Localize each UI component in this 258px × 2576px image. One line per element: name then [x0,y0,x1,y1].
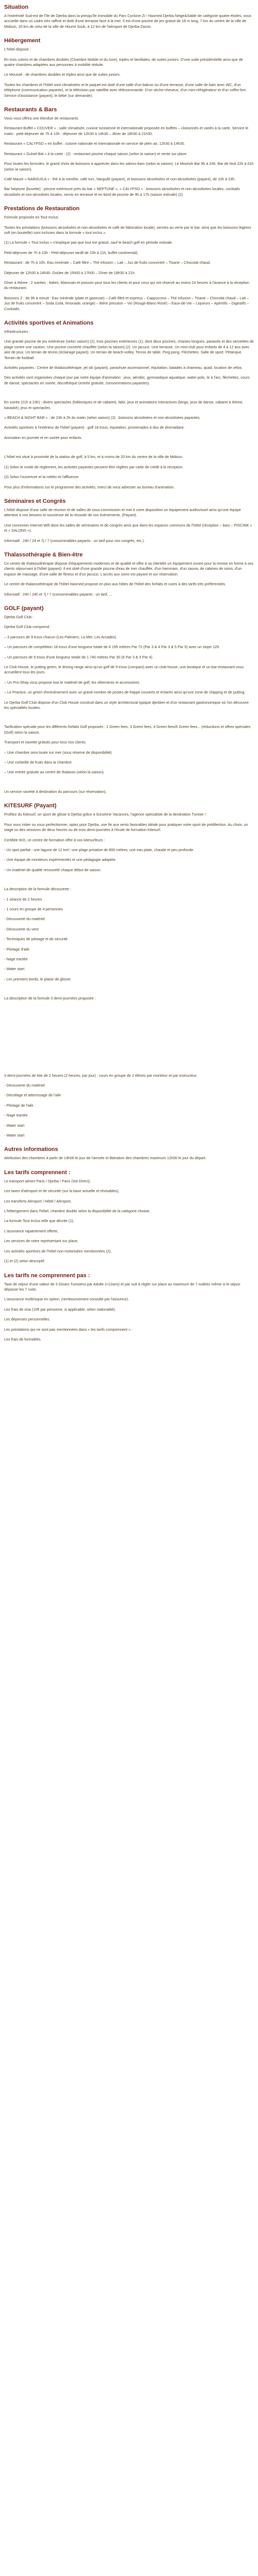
kitesurf-text: Certifiée IKO, ce centre de formation offre à vos kitesurfeurs : [4,837,105,842]
tarifs-ne-comprennent-pas-text: Les dépenses personnelles. [4,1317,51,1322]
section-title-tarifs-comprennent: Les tarifs comprennent : [4,1169,71,1176]
restaurants-text: Café Maure « NARGUILA » : thé à la menthe, café turc, Narguilé (payant), et boissons alcoolisées et non-alcoolisées (payant), de 10h à 23h. [4,176,236,181]
restaurants-text: Restaurant Buffet « COUVER » : salle climatisée, cuisine tunisienne et internationale proposée en buffets – cloisonnés et variés à la carte. Service le matin : petit-déjeuner de 7h à 10h - déjeuner de 12h30 à 14h30 – dîner de 18h30 à 21h30. [4,126,249,136]
kite-demi-journees-text: 3 demi-journées de kite de 2 heures (2 heures, par jour) : cours en groupe de 2 élèves par moniteur et par instructeur. [4,1073,198,1078]
restaurants-text: Restaurant « Gulsel-Bal » à la carte : (2) - restaurant piscine chaque saison (selon la saison) et vente sur place. [4,151,188,156]
section-title-hebergement: Hébergement [4,38,41,44]
thalasso-text: Le centre de thalassothérapie de l'hôtel Hasmed propose en plus aux hôtes de l'hôtel des forfaits et cures à des tarifs très préférentiels. [4,582,227,587]
section-title-thalasso: Thalassothérapie & Bien-être [4,551,83,558]
tarifs-ne-comprennent-pas-text: Les frais de formalités. [4,1336,42,1342]
golf-text: – 3 parcours de 9 trous chacun (Les Palmiers, La Mer, Les Arcades) [4,634,116,639]
spacer [4,715,254,724]
kite-decouverte-text: - Techniques de pilotage et de sécurité [4,937,68,942]
hebergement-text: Toutes les chambres et l'hôtel sont climatisées et le paquet est doté d'une salle d'un balcon ou d'une terrasse, d'une salle de bain avec WC, d'un téléphone (communication payante), et la télévision par satellite avec télécommande. D'un sèche-cheveux, d'un mini-réfrigérateur et d'un coffre-fort. Service d'assistance (payant), le bébé (sur demande). [4,82,247,98]
kite-demi-journees-text: - Décollage et atterrissage de l'aile [4,1093,61,1098]
prestations-text: Toutes les prestations (boissons alcoolisées et non-alcoolisées et café de fabrication locale), servies au verre par le bar, ainsi que les boissons légères soft (en bouteille) sont incluses dans la formule « tout inclus ». [4,225,251,235]
tarifs-comprennent-text: L'assurance rapatriement offerte, [4,1228,59,1233]
golf-tarifs-text: Tarification spéciale pour les différents forfaits Golf proposés : 2 Green fees, 3 Green fees, 4 Green fees/5 Green fees... (réductions et offres spéciales (Golf) selon la saison. [4,724,251,735]
tarifs-ne-comprennent-pas-text: Les prestations qui ne sont pas mentionnées dans « les tarifs comprennent ». [4,1327,132,1332]
section-title-kitesurf: KITESURF (Payant) [4,803,57,809]
hebergement-text: Le Moussé : de chambres doubles et triples ainsi que de suites juniors. [4,72,121,77]
tarifs-comprennent-text: (1) et (2) selon descriptif. [4,1259,45,1264]
spacer [4,987,254,996]
kitesurf-text: Pour vous initier ou vous perfectionner, optez pour Djerba, une île aux vents favorables idéale pour pratiquer votre sport de prédilection. Au choix, un stage ou des sessions de deux heures ou de trois demi-journées à l'école de formation Kitesurf. [4,822,248,833]
spacer [4,445,254,454]
restaurants-text: Bar Neptune (buvette) : piscine extérieure près du bar « NEPTUNE », « CALYPSO » : boissons alcoolisées et non-alcoolisées locales, cocktails alcoolisés et non-alcoolisés locales, servis en terrasse et en bord de piscine de 9h à 17h (saison estivale) (2). [4,187,240,197]
tarifs-ne-comprennent-pas-text: L'assurance multirisque en option, (remboursement consulté par l'assureur). [4,1297,130,1302]
soiree-text: Animation en journée et en soirée pour enfants. [4,435,83,440]
info-text: L'hôtel est situé à proximité de la station de golf, à 5 km, et à moins de 20 km du centre de la ville de Midoun. [4,454,183,460]
golf-tarifs-text: – Une chambre sera louée sur mer (sous réserve de disponibilité) [4,750,112,755]
golf-text: Djerba Golf Club : [4,614,34,619]
spacer [4,391,254,400]
tarifs-comprennent-text: Les services de notre représentant sur place, [4,1239,78,1244]
kite-decouverte-text: - Découverte du matériel [4,917,45,922]
soiree-text: Activités sportives à l'extérieur de l'hôtel (payant) : golf 18 trous, équitation, promenades à dos de dromadaire. [4,425,185,430]
section-title-seminaires: Séminaires et Congrès [4,498,66,504]
info-text: (2) Selon l'ouverture et la météo et l'affluence. [4,474,80,480]
prestations-text: Dîner à thème : 2 soirées : italien, Marocain et poisson pour tous les clients et pour ceux qui ont réservé au moins 24 heures à l'avance à la réception du restaurant. [4,280,249,291]
golf-tarifs-text: Transport et navette gratuits pour tous nos clients. [4,740,87,745]
golf-tarifs-text: – Une entrée gratuite au centre de thalasso (selon la saison). [4,770,105,775]
kite-demi-journees-text: - Pilotage de l'aile [4,1103,34,1108]
kite-formule-text: La description de la formule 3 demi-journées proposée : [4,996,96,1001]
spacer [4,1006,254,1073]
hebergement-text: L'hôtel dispose : [4,47,31,52]
hebergement-text: En trois coloris et de chambres doubles (Chambre Mobile et du lune), triples et familiales, de suites juniors. D'une suite présidentielle ainsi que de quatre chambres adaptées aux personnes à mobilité réduite. [4,57,243,67]
seminaires-text: L'hôtel dispose d'une salle de réunion et de salles de sous-commission et met à votre disposition un équipement audiovisuel ainsi qu'une équipe attentive à vos besoins et soucieuse de la réussite de vos évènements. (Payant). [4,507,241,518]
tarifs-comprennent-text: Les transferts Aéroport / Hôtel / Aéroport, [4,1198,72,1204]
spacer [4,877,254,887]
kite-decouverte-text: - Nage tractée [4,956,28,961]
activites-text: Une grande piscine de jeu extérieure (selon saison) (2), trois piscines extérieures (1), dont deux piscines, chaises-longues, parasols et des serviettes de plage contre une caution. Une piscine couverte chauffée (selon la saison) (2). Un jacuzzi. Une terrasse. Un mini-club pour enfants de 4 à 12 ans avec aire de jeux. Un terrain de tennis (éclairage payant). Un terrain de beach-volley. Tennis de table. Ping-pong. Fléchettes. Salle de sport. Pétanque. Terrain de football. [4,339,254,360]
section-title-tarifs-ne-comprennent-pas: Les tarifs ne comprennent pas : [4,1272,90,1279]
tarifs-comprennent-text: Les activités sportives de l'hôtel non-motorisées mentionnées (2), [4,1248,112,1253]
restaurants-text: Pour toutes les formules, le grand choix de boissons à apprécier dans les salons-bars (selon la saison). Le Moorish Bar 9h à 24h, Bar de Nuit 22h à 01h (selon la saison). [4,161,254,172]
kitesurf-text: - Un matériel de qualité renouvelé chaque début de saison. [4,867,102,872]
prestations-text: (1) La formule « Tout Inclus » n'implique pas que tout est gratuit, sauf le beach golf en période estivale. [4,240,173,245]
section-title-golf: GOLF (payant) [4,605,44,612]
activites-text: Des activités sont organisées chaque jour par notre équipe d'animation : jeux, aérobic, gymnastique aquatique, water-polo, tir à l'arc, fléchettes, cours de danse, spectacles en soirée, discothèque (entrée gratuite, consommations payantes). [4,375,250,385]
activites-text: Activités payantes : Centre de thalassothérapie, jet ski (payant), parachute ascensionnel, équitation, balades à chameau, quad, location de vélos. [4,365,243,370]
kite-decouverte-text: - Water start [4,967,25,972]
info-text: (1) Selon le mode de règlement, les activités payantes peuvent être réglées par carte de crédit à la réception. [4,464,184,469]
kite-decouverte-text: - 1 séance de 2 heures [4,896,42,902]
prestations-text: Boissons Z : de 9h à minuit : Eau minérale (plate et gazeuse) – Café filtré et express – Cappuccino – Thé infusion – Tisane – Chocolat chaud – Lait – Jus de fruits concentré – Soda (cola, limonade, orange) – Bière pression – Vin (Rouge-Blanc-Rosé) – Eaux-de-Vie – Liqueurs – Apéritifs – Digestifs – Cocktails. [4,295,249,311]
soiree-text: « BEACH & NIGHT BAR » : de 23h à 2h du matin (selon saison) (2) : boissons alcoolisées et non-alcoolisées payantes. [4,415,201,420]
kite-decouverte-text: - 1 cours en groupe de 4 personnes [4,906,63,911]
tarifs-comprennent-text: La formule Tout Inclus telle que décrite (1), [4,1218,74,1224]
soiree-text: En soirée (21h à 23h) : divers spectacles (folkloriques et de cabaret), fakir, jeux et animations interactives (bingo, jeux de danse, cabaret à thème, karaoké), jeux et spectacles. [4,400,244,410]
kite-decouverte-text: - Les premiers bords, le plaisir de glisser. [4,976,72,981]
prestations-text: Déjeuner de 12h30 à 14h30. Goûter de 15h00 à 17h00 – Dîner de 18h30 à 21h. [4,270,136,275]
kitesurf-text: - Un spot parfait : une lagune de 12 km², une plage privative de 800 mètres, une eau plate, chaude et peu profonde. [4,847,195,852]
seminaires-text: Une connexion Internet Wifi dans les salles de séminaires et de congrès ainsi que dans les espaces communs de l'hôtel (réception – bars – PISCINE « et » SALONS »). [4,522,252,533]
tarifs-comprennent-text: Le transport aérien Paris / Djerba / Paris (Vol Direct), [4,1178,91,1183]
info-text: Pour plus d'informations sur le programme des activités, merci de vous adresser au bureau d'animation. [4,484,175,489]
thalasso-text: Informatif : 24h / 24h et 7j / 7 (consommables payants : un tarif, ... [4,591,112,597]
kite-decouverte-text: - Découverte du vent [4,926,39,931]
golf-text: Le Djerba Golf Club dispose d'un Club House construit dans un style architectural typique djerbien et d'un restaurant gastronomique où l'on découvre les spécialités locales. [4,700,249,710]
autres-informations-text: Attribution des chambres à partir de 14h00 le jour de l'arrivée et libération des chambres maximum 12h00 le jour du départ. [4,1156,206,1161]
golf-navette-text: Un service navette à destination du parcours (sur réservation). [4,789,107,794]
section-title-activites: Activités sportives et Animations [4,320,94,326]
section-title-prestations: Prestations de Restauration [4,206,80,212]
seminaires-text: Informatif : 24h / 24 et 7j / 7 (consommables payants : un tarif pour vos congrès, etc.). [4,538,145,543]
kite-decouverte-text: La description de la formule découverte : [4,887,71,892]
golf-text: Djerba Golf Club comprend : [4,624,52,630]
prestations-text: Petit-déjeuner de 7h à 10h - Petit-déjeuner tardif de 10h à 11h, buffet continental). [4,250,139,255]
tarifs-ne-comprennent-pas-text: Taxe de séjour d'une valeur de 3 Dinars Tunisiens par Adulte (+12ans) et par nuit à régler sur place au maximum de 7 nuitées même si le séjour dépasse les 7 nuits. [4,1281,240,1292]
kite-demi-journees-text: - Nage tractée [4,1113,28,1118]
kite-demi-journees-text: - Water start [4,1123,25,1128]
activites-text: Infrastructures : [4,329,30,334]
tarifs-comprennent-text: Les taxes d'aéroport et de sécurité (sur la base actuelle et révisables), [4,1189,120,1194]
restaurants-text: Restaurant « CALYPSO » en buffet : cuisine nationale et internationale en service de plein air, 12h30 à 14h30. [4,141,185,146]
golf-text: – Un parcours de 9 trous d'une longueur totale de 1 740 mètres Par 30 (6 Par 3 & 3 Par 4). [4,654,154,659]
prestations-text: Restaurant : de 7h à 10h. Eau minérale – Café filtre – Thé infusion – Lait – Jus de fruits concentré – Tisane – Chocolat chaud. [4,260,211,265]
kitesurf-text: Profitez du Kitesurf, un sport de glisse à Djerba grâce à Sunshine Vacances, l'agence spécialiste de la destination Tunisie ! [4,812,206,817]
golf-text: – Un parcours de compétition 18 trous d'une longueur totale de 6 195 mètres Par 72 (Par 3 & 4 Par 3 & 5 Par 5) avec un slope 129. [4,645,220,650]
section-title-situation: Situation [4,4,29,10]
golf-text: – Un Pro-Shop vous propose tout le matériel de golf, les vêtements et accessoires. [4,680,140,685]
situation-text: A l'extrémité Sud-est de l'île de Djerba dans la presqu'île immobile du Parc Cyclone Zi ! Hasmed Djerba Neige&Sable de catégorie quatre étoiles, vous accueille dans un cadre très raffiné et doté d'une terrasse face à la mer. Il est d'une piscine de jeu gratuit de 18 m long, 7 km du centre de la ville de Midoun, 20 km de celui de la ville de Houmt Souk, à 12 km de l'aéroport de Djerba-Zarzis. [4,13,251,29]
restaurants-text: Vous vous offrira une étendue de restaurants. [4,116,79,121]
thalasso-text: Ce centre de thalassothérapie dispose d'équipements modernes et de qualité et offre à sa clientèle un équipement ouvert pour la remise en forme à ses clients séjournant à l'hôtel (payant). Il est doté d'une grande piscine d'eau de mer chauffée, d'un hammam, d'un sauna, de cabines de soins, d'un espace de massage, d'une salle de fitness et d'un jacuzzi. L'accès aux soins est payant et sur réservation. [4,561,254,577]
golf-text: – Le Practice, un green d'entraînement avec un grand nombre de postes de frappe couverts et éclairés ainsi qu'une zone de chipping et de putting. [4,690,246,695]
section-title-restaurants: Restaurants & Bars [4,107,57,113]
spacer [4,780,254,789]
kite-decouverte-text: - Pilotage d'aile [4,946,29,952]
kitesurf-text: - Une équipe de moniteurs expérimentés et une pédagogie adaptée. [4,857,117,862]
kite-demi-journees-text: - Water start [4,1133,25,1138]
golf-tarifs-text: – Une corbeille de fruits dans la chambre. [4,760,73,765]
kite-demi-journees-text: - Découverte du matériel [4,1083,45,1088]
tarifs-comprennent-text: L'hébergement dans l'hôtel, chambre double selon la disponibilité de la catégorie choisie, [4,1209,151,1214]
section-title-autres-informations: Autres informations [4,1146,58,1153]
tarifs-ne-comprennent-pas-text: Les frais de visa (10€ par personne, si applicable, selon nationalité). [4,1307,116,1312]
golf-text: Le Club House, le putting green, le driving range ainsi qu'un golf de 9 trous (compact) avec un club-house, une boutique et un bar-restaurant vous accueillent tous les jours. [4,665,244,675]
prestations-text: Formule proposée en Tout Inclus. [4,215,59,220]
